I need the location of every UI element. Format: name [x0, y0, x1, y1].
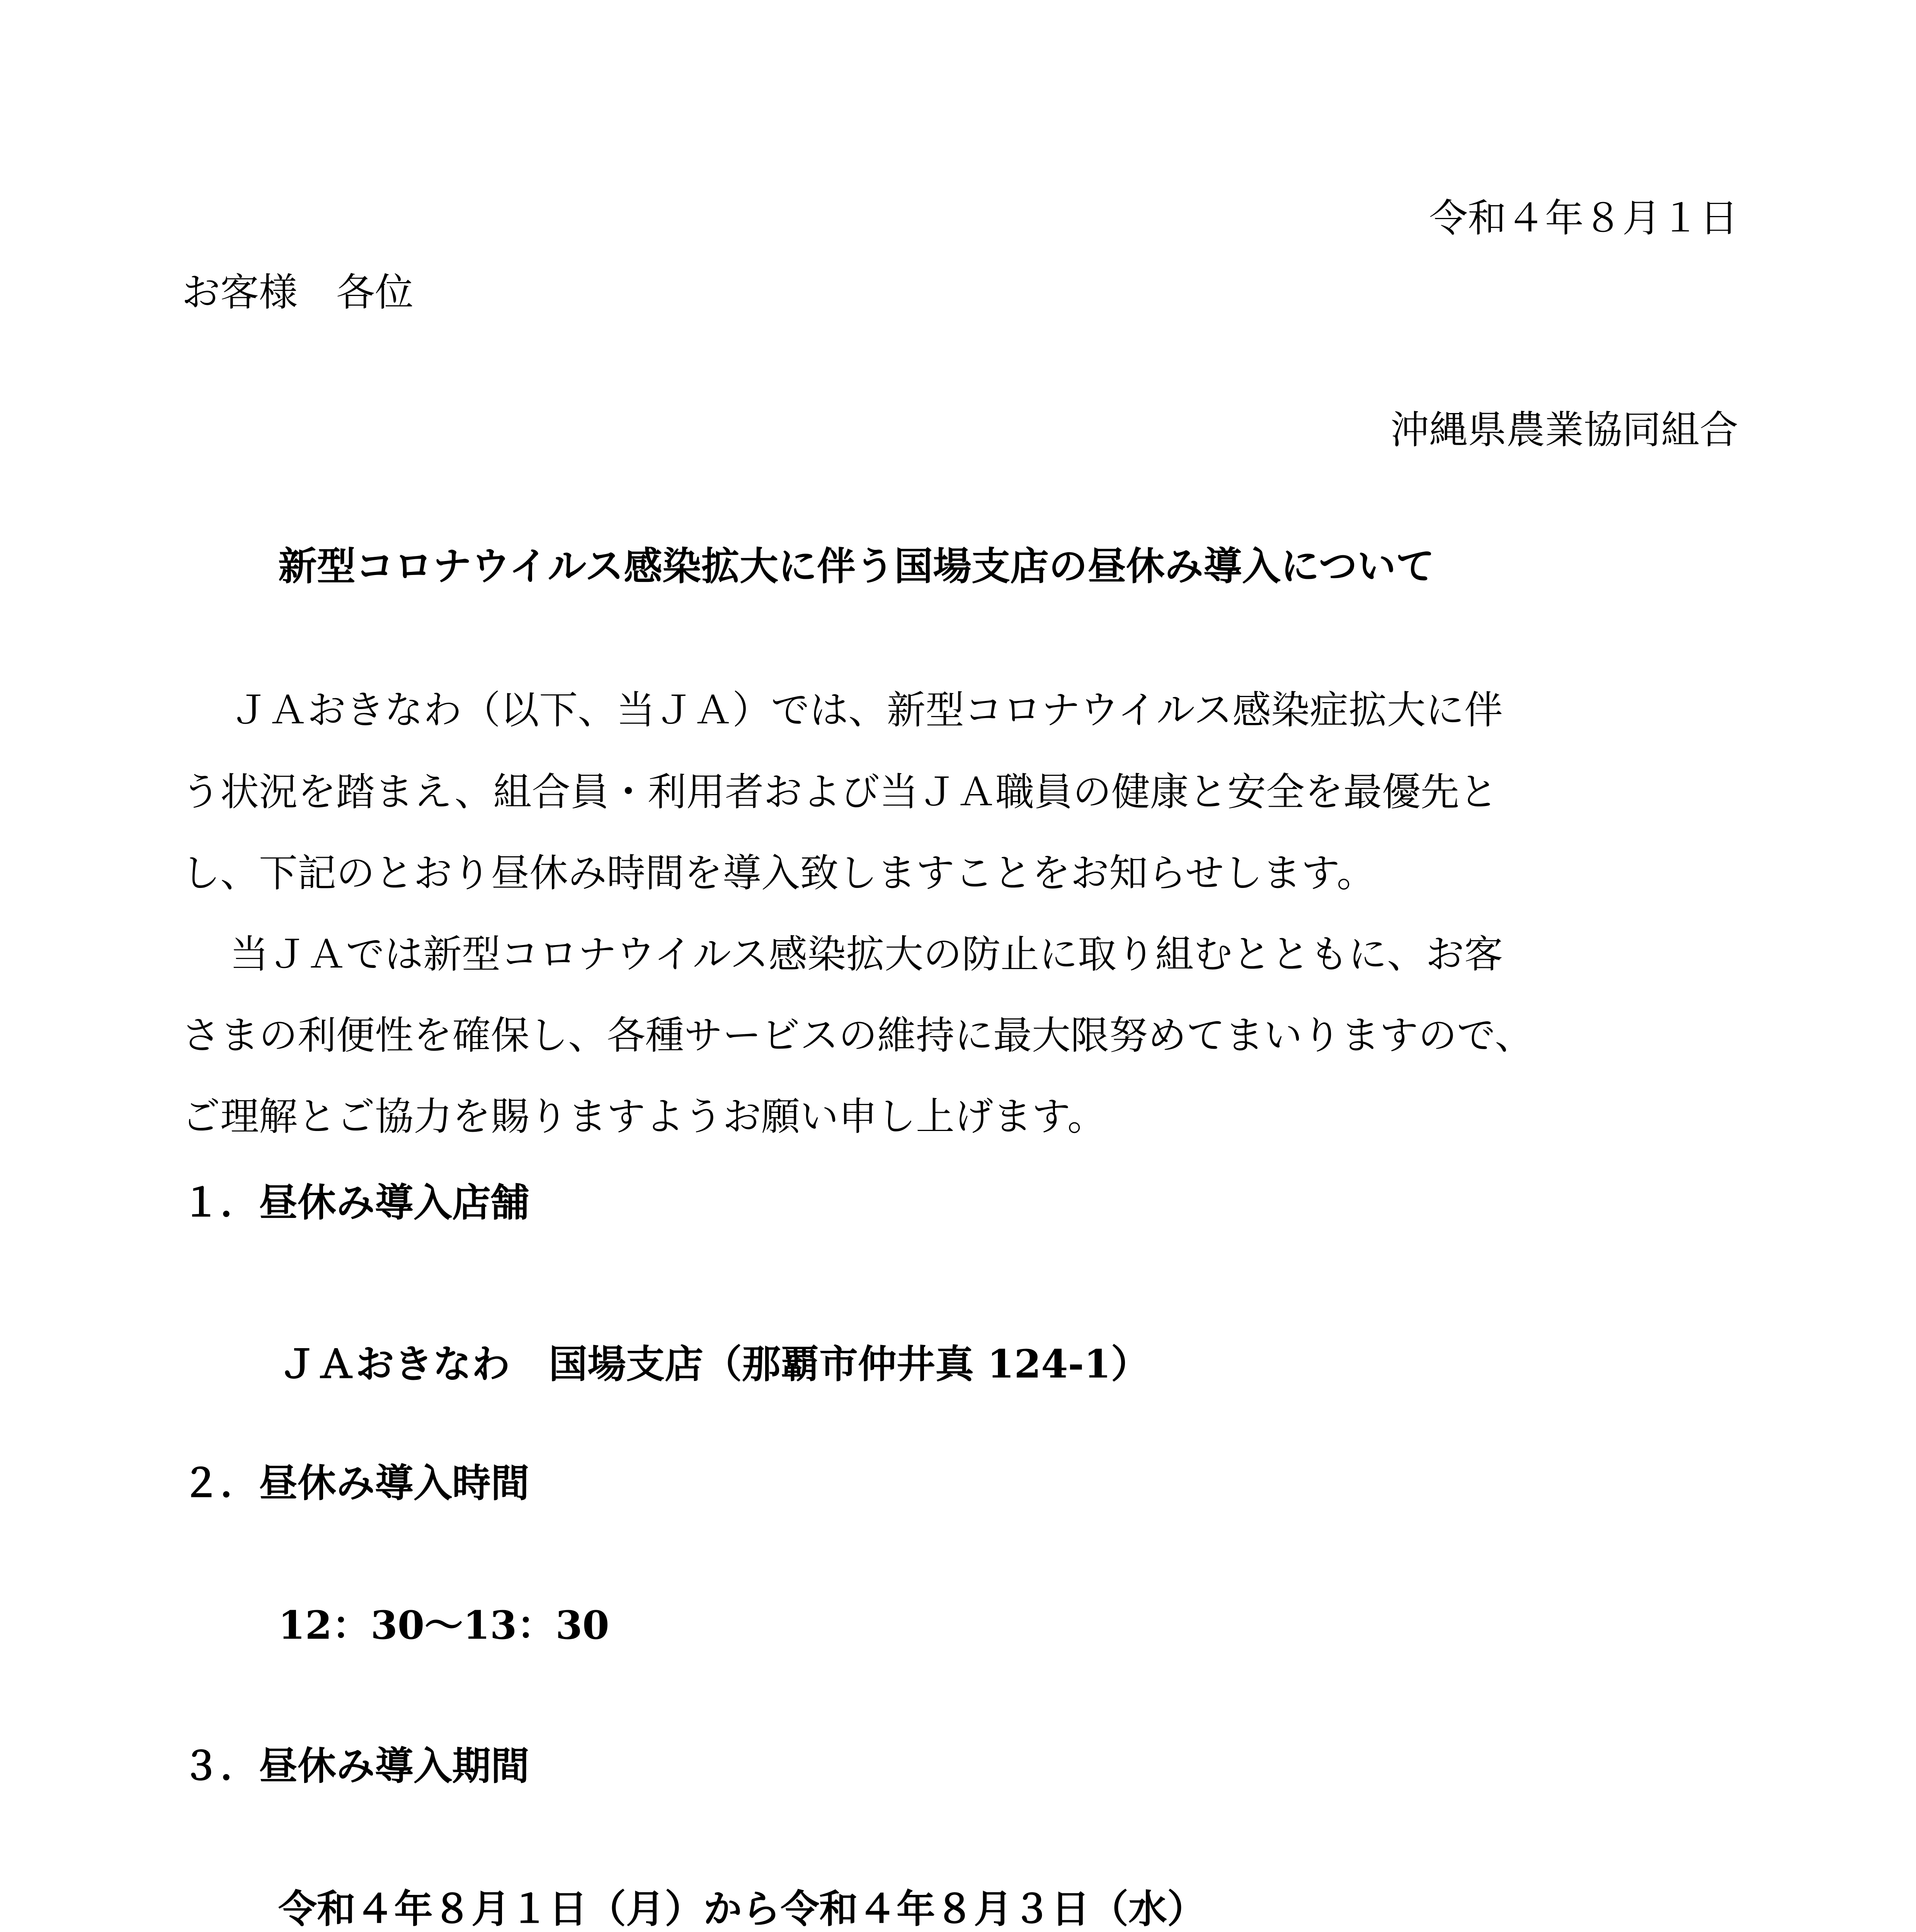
- item-2-heading: ２．昼休み導入時間: [182, 1460, 529, 1506]
- item-3-heading: ３．昼休み導入期間: [182, 1743, 529, 1789]
- item-1-heading: １．昼休み導入店舗: [182, 1180, 529, 1225]
- notice-title: 新型コロナウイルス感染拡大に伴う国場支店の昼休み導入について: [278, 543, 1434, 589]
- item-2-detail: 12：30～13：30: [278, 1602, 609, 1648]
- item-3-detail: 令和４年８月１日（月）から令和４年８月３日（水）: [278, 1886, 1206, 1932]
- body-paragraph-1-line-1: ＪＡおきなわ（以下、当ＪＡ）では、新型コロナウイルス感染症拡大に伴: [230, 687, 1503, 733]
- item-1-detail: ＪＡおきなわ 国場支店（那覇市仲井真 124-1）: [278, 1341, 1150, 1387]
- body-paragraph-1-line-2: う状況を踏まえ、組合員・利用者および当ＪＡ職員の健康と安全を最優先と: [182, 769, 1498, 815]
- body-paragraph-2-line-3: ご理解とご協力を賜りますようお願い申し上げます。: [182, 1094, 1106, 1139]
- body-paragraph-2-line-1: 当ＪＡでは新型コロナウイルス感染拡大の防止に取り組むとともに、お客: [230, 932, 1503, 977]
- issuer-name: 沖縄県農業協同組合: [1390, 407, 1738, 452]
- body-paragraph-2-line-2: さまの利便性を確保し、各種サービスの維持に最大限努めてまいりますので、: [182, 1013, 1533, 1058]
- recipient-line: お客様 各位: [182, 270, 413, 315]
- body-paragraph-1-line-3: し、下記のとおり昼休み時間を導入致しますことをお知らせします。: [182, 850, 1375, 896]
- notice-date: 令和４年８月１日: [1429, 196, 1738, 241]
